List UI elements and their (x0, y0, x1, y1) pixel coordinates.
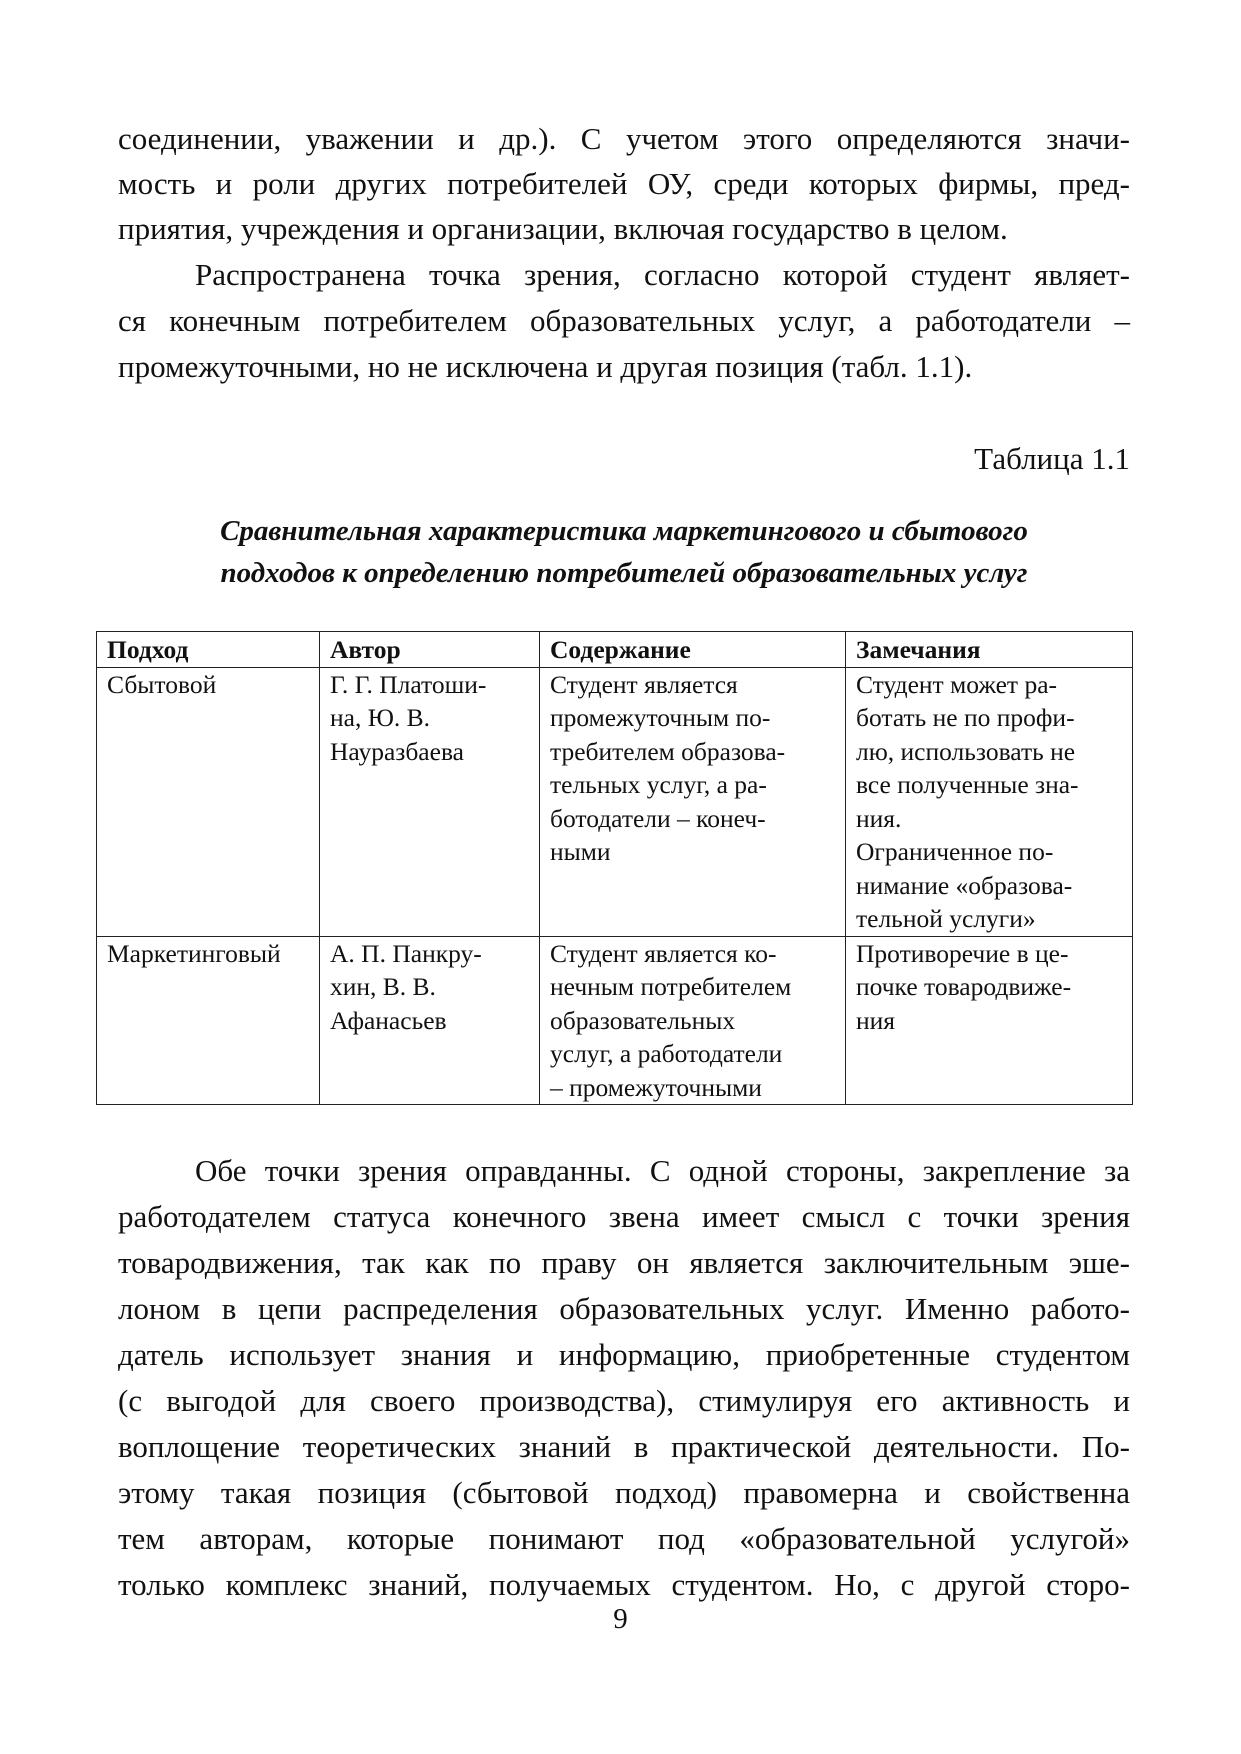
cell-text: услуг, а работодатели (550, 1039, 783, 1068)
table-row (97, 667, 1133, 936)
text-line: мость и роли других потребителей ОУ, среди которых фирмы, пред- (118, 166, 1130, 201)
cell-text: требителем образова- (550, 736, 786, 766)
cell-text: ными (550, 837, 611, 866)
cell-text: Афанасьев (330, 1005, 447, 1035)
comparison-table (96, 631, 1133, 1105)
cell-text: Г. Г. Платоши- (330, 669, 487, 699)
cell-content (540, 667, 846, 936)
header-remarks: Замечания (846, 632, 1133, 668)
cell-text: – промежуточными (550, 1072, 762, 1102)
text-line: этому такая позиция (сбытовой подход) правомерна и свойственна (118, 1475, 1130, 1510)
header-approach: Подход (97, 632, 320, 668)
text-line: товародвижения, так как по праву он является заключительным эше- (118, 1245, 1130, 1280)
cell-text: все полученные зна- (856, 770, 1079, 799)
cell-text: ния (856, 1005, 896, 1035)
text-line: только комплекс знаний, получаемых студентом. Но, с другой сторо- (118, 1567, 1130, 1602)
text-line: (с выгодой для своего производства), стимулируя его активность и (118, 1383, 1130, 1418)
cell-author (320, 936, 540, 1105)
table-number: Таблица 1.1 (974, 441, 1130, 476)
cell-text: Сбытовой (107, 669, 217, 699)
cell-remarks (846, 667, 1133, 936)
header-author: Автор (320, 632, 540, 668)
text-line: работодателем статуса конечного звена имеет смысл с точки зрения (118, 1199, 1130, 1234)
text-line: промежуточными, но не исключена и другая позиция (табл. 1.1). (118, 349, 973, 384)
page-number: 9 (613, 1603, 628, 1635)
text-line: датель использует знания и информацию, приобретенные студентом (118, 1337, 1130, 1372)
cell-text: ботать не по профи- (856, 703, 1075, 732)
text-line: Обе точки зрения оправданны. С одной стороны, закрепление за (195, 1153, 1130, 1188)
cell-text: почке товародвиже- (856, 972, 1072, 1001)
cell-text: ботодатели – конеч- (550, 803, 766, 833)
cell-text: промежуточным по- (550, 703, 771, 732)
text-line: приятия, учреждения и организации, включая государство в целом. (118, 211, 1008, 246)
cell-text: нечным потребителем (550, 972, 792, 1001)
text-line: Распространена точка зрения, согласно которой студент являет- (195, 257, 1130, 292)
cell-author (320, 667, 540, 936)
cell-text: Студент может ра- (856, 669, 1058, 699)
cell-text: Ограниченное по- (856, 837, 1054, 866)
table-title-line-1: Сравнительная характеристика маркетингового и сбытового (220, 515, 1028, 547)
cell-text: лю, использовать не (856, 736, 1076, 766)
header-content: Содержание (540, 632, 846, 668)
cell-text: на, Ю. В. (330, 703, 431, 732)
cell-text: Студент является ко- (550, 938, 777, 968)
cell-text: хин, В. В. (330, 972, 436, 1001)
table-title-line-2: подходов к определению потребителей образовательных услуг (220, 557, 1028, 589)
cell-text: Студент является (550, 669, 738, 699)
table-header-row (97, 632, 1133, 668)
cell-text: тельных услуг, а ра- (550, 770, 767, 799)
cell-text: Противоречие в це- (856, 938, 1069, 968)
text-line: соединении, уважении и др.). С учетом этого определяются значи- (118, 121, 1130, 156)
cell-text: Науразбаева (330, 736, 464, 766)
text-line: лоном в цепи распределения образовательных услуг. Именно работо- (118, 1291, 1130, 1326)
cell-approach (97, 936, 320, 1105)
table-row (97, 936, 1133, 1105)
cell-text: ния. (856, 803, 902, 833)
cell-text: А. П. Панкру- (330, 938, 482, 968)
cell-approach (97, 667, 320, 936)
cell-text: Маркетинговый (107, 938, 281, 968)
text-line: ся конечным потребителем образовательных услуг, а работодатели – (118, 303, 1130, 338)
cell-text: тельной услуги» (856, 904, 1036, 933)
cell-remarks (846, 936, 1133, 1105)
cell-text: образовательных (550, 1005, 736, 1035)
text-line: воплощение теоретических знаний в практической деятельности. По- (118, 1429, 1130, 1464)
cell-text: нимание «образова- (856, 870, 1073, 900)
text-line: тем авторам, которые понимают под «образовательной услугой» (118, 1521, 1130, 1556)
cell-content (540, 936, 846, 1105)
